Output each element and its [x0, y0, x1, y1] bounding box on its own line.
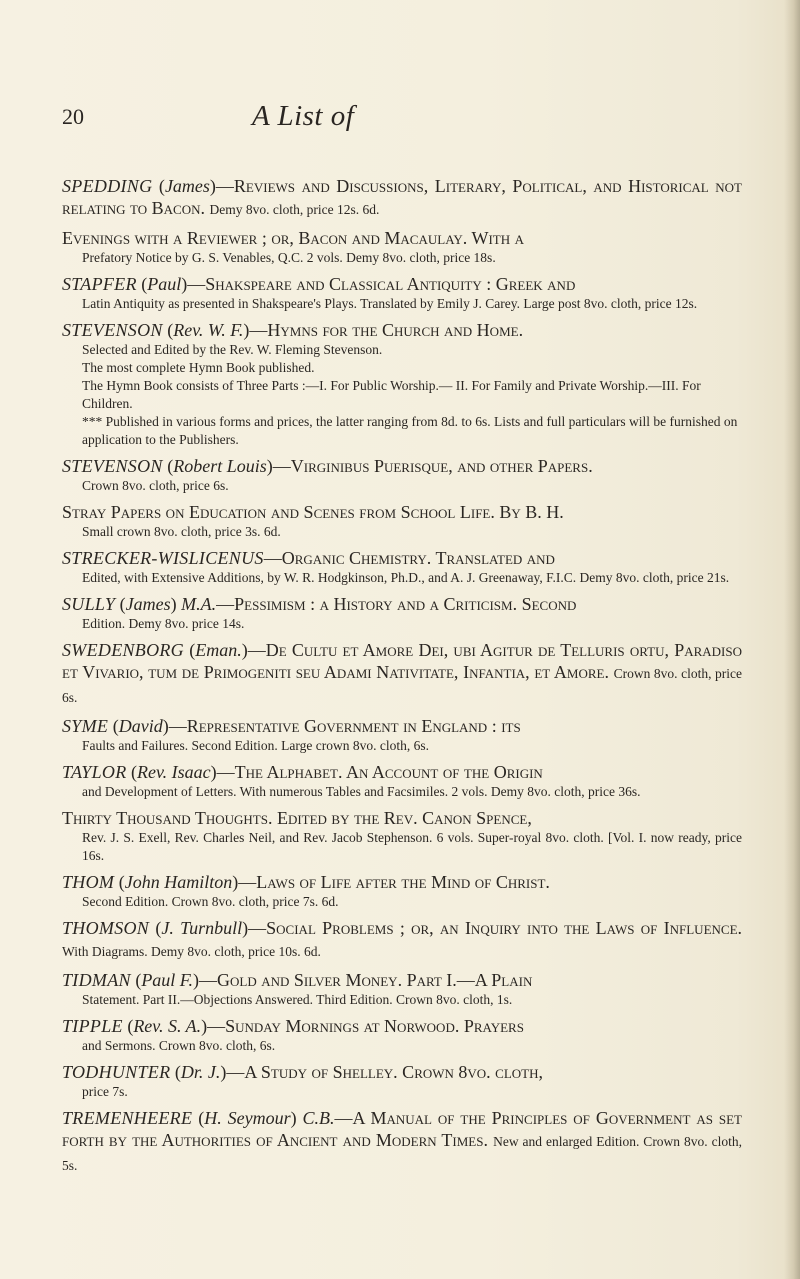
entry-author-note: Dr. J. — [180, 1062, 221, 1082]
entry-note: The Hymn Book consists of Three Parts :—I. For Public Worship.— II. For Family and Private Worship.—III. For Children. — [82, 378, 701, 411]
entry-author-suffix: C.B. — [302, 1108, 335, 1128]
entry-note: The most complete Hymn Book published. — [82, 360, 315, 375]
entry-details: Latin Antiquity as presented in Shakspeare's Plays. Translated by Emily J. Carey. Large post 8vo. cloth, price 12s. — [82, 296, 698, 311]
entry-author: STAPFER — [62, 274, 137, 294]
entry-title: Sunday Mornings at Norwood. Prayers — [225, 1016, 524, 1036]
entry-details: Statement. Part II.—Objections Answered. Third Edition. Crown 8vo. cloth, 1s. — [82, 992, 513, 1007]
entry-heading: THOMSON (J. Turnbull)—Social Problems ; or, an Inquiry into the Laws of Influence. With Diagrams. Demy 8vo. cloth, price 10s. 6d. — [62, 918, 743, 959]
entry-title: Laws of Life after the Mind of Christ. — [256, 872, 550, 892]
entry-heading: SPEDDING (James)—Reviews and Discussions, Literary, Political, and Historical not relating to Bacon. Demy 8vo. cloth, price 12s. 6d. — [62, 176, 742, 218]
entry-title: Reviews and Discussions, Literary, Political, and Historical not relating to Bacon. — [62, 176, 742, 218]
entry-details: New and enlarged Edition. Crown 8vo. cloth, 5s. — [62, 1134, 742, 1173]
entry-title: Gold and Silver Money. Part I.—A Plain — [216, 970, 533, 990]
entry-author-note: Robert Louis — [173, 456, 267, 476]
entry-title: Evenings with a Reviewer ; or, Bacon and Macaulay. With a — [62, 228, 524, 248]
entry-details: Small crown 8vo. cloth, price 3s. 6d. — [82, 524, 281, 539]
entry-title: De Cultu et Amore Dei, ubi Agitur de Telluris ortu, Paradiso et Vivario, tum de Primogeniti seu Adami Nativitate, Infantia, et Amore. — [62, 640, 742, 682]
entry-author: SPEDDING — [62, 176, 153, 196]
catalogue-entry — [62, 969, 742, 1009]
entry-author-note: Paul — [147, 274, 182, 294]
entry-details: Crown 8vo. cloth, price 6s. — [62, 666, 742, 705]
entry-title: Organic Chemistry. Translated and — [281, 548, 555, 568]
entry-author-note: J. Turnbull — [161, 918, 243, 938]
entry-heading: STAPFER (Paul)—Shakspeare and Classical Antiquity : Greek and — [62, 274, 576, 294]
entry-details: and Sermons. Crown 8vo. cloth, 6s. — [82, 1038, 276, 1053]
entry-heading: SULLY (James) M.A.—Pessimism : a History and a Criticism. Second — [62, 594, 577, 614]
entry-author: TODHUNTER — [62, 1062, 171, 1082]
entry-author: SWEDENBORG — [62, 640, 184, 660]
catalogue-entry — [62, 273, 742, 313]
entry-author: SULLY — [62, 594, 116, 614]
entry-details: Rev. J. S. Exell, Rev. Charles Neil, and Rev. Jacob Stephenson. 6 vols. Super-royal 8vo. cloth. [Vol. I. now ready, price 16s. — [82, 830, 742, 863]
catalogue-entry — [62, 319, 742, 449]
entry-title: Shakspeare and Classical Antiquity : Greek and — [205, 274, 576, 294]
entry-author-note: James — [164, 176, 210, 196]
page-header — [62, 100, 742, 134]
entry-details: Crown 8vo. cloth, price 6s. — [82, 478, 229, 493]
entry-details: Selected and Edited by the Rev. W. Fleming Stevenson. — [82, 342, 383, 357]
entry-author: THOM — [62, 872, 115, 892]
entry-author-note: Rev. W. F. — [173, 320, 244, 340]
entry-details: price 7s. — [82, 1084, 128, 1099]
entry-heading: SYME (David)—Representative Government in England : its — [62, 716, 521, 736]
entry-note: *** Published in various forms and prices, the latter ranging from 8d. to 6s. Lists and full particulars will be furnished on application to the Publishers. — [82, 414, 738, 447]
entry-title: A Manual of the Principles of Government as set forth by the Authorities of Ancient and Modern Times. — [62, 1108, 742, 1150]
entry-author-note: Eman. — [195, 640, 242, 660]
running-title: A List of — [252, 100, 355, 132]
entry-details: Edition. Demy 8vo. price 14s. — [82, 616, 245, 631]
catalogue-entry — [62, 871, 742, 911]
entry-details: Prefatory Notice by G. S. Venables, Q.C. 2 vols. Demy 8vo. cloth, price 18s. — [82, 250, 496, 265]
entry-author: THOMSON — [62, 918, 150, 938]
entry-author: STRECKER-WISLICENUS — [62, 548, 264, 568]
entry-details: Second Edition. Crown 8vo. cloth, price 7s. 6d. — [82, 894, 339, 909]
entry-title: A Study of Shelley. Crown 8vo. cloth, — [244, 1062, 544, 1082]
catalogue-entry — [62, 175, 742, 221]
entry-author: STEVENSON — [62, 320, 163, 340]
entry-heading: SWEDENBORG (Eman.)—De Cultu et Amore Dei, ubi Agitur de Telluris ortu, Paradiso et Vivario, tum de Primogeniti seu Adami Nativitate, Infantia, et Amore. Crown 8vo. cloth, price 6s. — [62, 640, 742, 705]
catalogue-entry — [62, 1015, 742, 1055]
entry-author-note: Paul F. — [141, 970, 193, 990]
entry-details: Faults and Failures. Second Edition. Large crown 8vo. cloth, 6s. — [82, 738, 429, 753]
entry-heading: TIDMAN (Paul F.)—Gold and Silver Money. Part I.—A Plain — [62, 970, 533, 990]
catalogue-entry — [62, 639, 742, 709]
entry-heading: STEVENSON (Robert Louis)—Virginibus Puerisque, and other Papers. — [62, 456, 593, 476]
entry-details: Edited, with Extensive Additions, by W. R. Hodgkinson, Ph.D., and A. J. Greenaway, F.I.C. Demy 8vo. cloth, price 21s. — [82, 570, 730, 585]
entry-author: TIDMAN — [62, 970, 131, 990]
entry-heading: THOM (John Hamilton)—Laws of Life after the Mind of Christ. — [62, 872, 550, 892]
entry-details: Demy 8vo. cloth, price 12s. 6d. — [209, 202, 380, 217]
entry-author-note: John Hamilton — [124, 872, 233, 892]
entry-heading: TAYLOR (Rev. Isaac)—The Alphabet. An Account of the Origin — [62, 762, 543, 782]
entry-author: STEVENSON — [62, 456, 163, 476]
entry-author-note: H. Seymour — [204, 1108, 291, 1128]
entry-author: TREMENHEERE — [62, 1108, 193, 1128]
entry-details: With Diagrams. Demy 8vo. cloth, price 10s. 6d. — [62, 944, 321, 959]
catalogue-entry — [62, 1061, 742, 1101]
entry-author-note: David — [118, 716, 163, 736]
entry-author-note: Rev. Isaac — [137, 762, 211, 782]
entry-heading: TODHUNTER (Dr. J.)—A Study of Shelley. Crown 8vo. cloth, — [62, 1062, 544, 1082]
catalogue-entry — [62, 547, 742, 587]
catalogue-entry — [62, 715, 742, 755]
entry-author-suffix: M.A. — [181, 594, 217, 614]
catalogue-entry — [62, 917, 742, 963]
entry-author-note: Rev. S. A. — [133, 1016, 202, 1036]
entry-author-note: James — [125, 594, 171, 614]
entry-title: Thirty Thousand Thoughts. Edited by the Rev. Canon Spence, — [62, 808, 532, 828]
page-number: 20 — [62, 104, 84, 129]
entry-title: Virginibus Puerisque, and other Papers. — [290, 456, 593, 476]
catalogue-entry — [62, 501, 742, 541]
catalogue-entry — [62, 761, 742, 801]
entry-title: Stray Papers on Education and Scenes from School Life. By B. H. — [62, 502, 564, 522]
catalogue-list — [62, 175, 742, 1183]
entry-details: and Development of Letters. With numerous Tables and Facsimiles. 2 vols. Demy 8vo. cloth, price 36s. — [82, 784, 641, 799]
entry-author: TIPPLE — [62, 1016, 123, 1036]
entry-heading: TREMENHEERE (H. Seymour) C.B.—A Manual of the Principles of Government as set forth by the Authorities of Ancient and Modern Times. New and enlarged Edition. Crown 8vo. cloth, 5s. — [62, 1108, 742, 1173]
entry-title: Social Problems ; or, an Inquiry into the Laws of Influence. — [266, 918, 743, 938]
catalogue-entry — [62, 807, 742, 865]
entry-heading: STEVENSON (Rev. W. F.)—Hymns for the Church and Home. — [62, 320, 524, 340]
entry-heading: STRECKER-WISLICENUS—Organic Chemistry. Translated and — [62, 548, 555, 568]
entry-author: SYME — [62, 716, 109, 736]
page-edge-shadow — [784, 0, 800, 1279]
entry-title: Hymns for the Church and Home. — [267, 320, 524, 340]
catalogue-entry — [62, 227, 742, 267]
entry-heading: TIPPLE (Rev. S. A.)—Sunday Mornings at Norwood. Prayers — [62, 1016, 524, 1036]
entry-author: TAYLOR — [62, 762, 127, 782]
catalogue-entry — [62, 593, 742, 633]
entry-title: The Alphabet. An Account of the Origin — [234, 762, 543, 782]
entry-title: Representative Government in England : its — [186, 716, 521, 736]
catalogue-entry — [62, 1107, 742, 1177]
catalogue-entry — [62, 455, 742, 495]
entry-title: Pessimism : a History and a Criticism. Second — [234, 594, 577, 614]
